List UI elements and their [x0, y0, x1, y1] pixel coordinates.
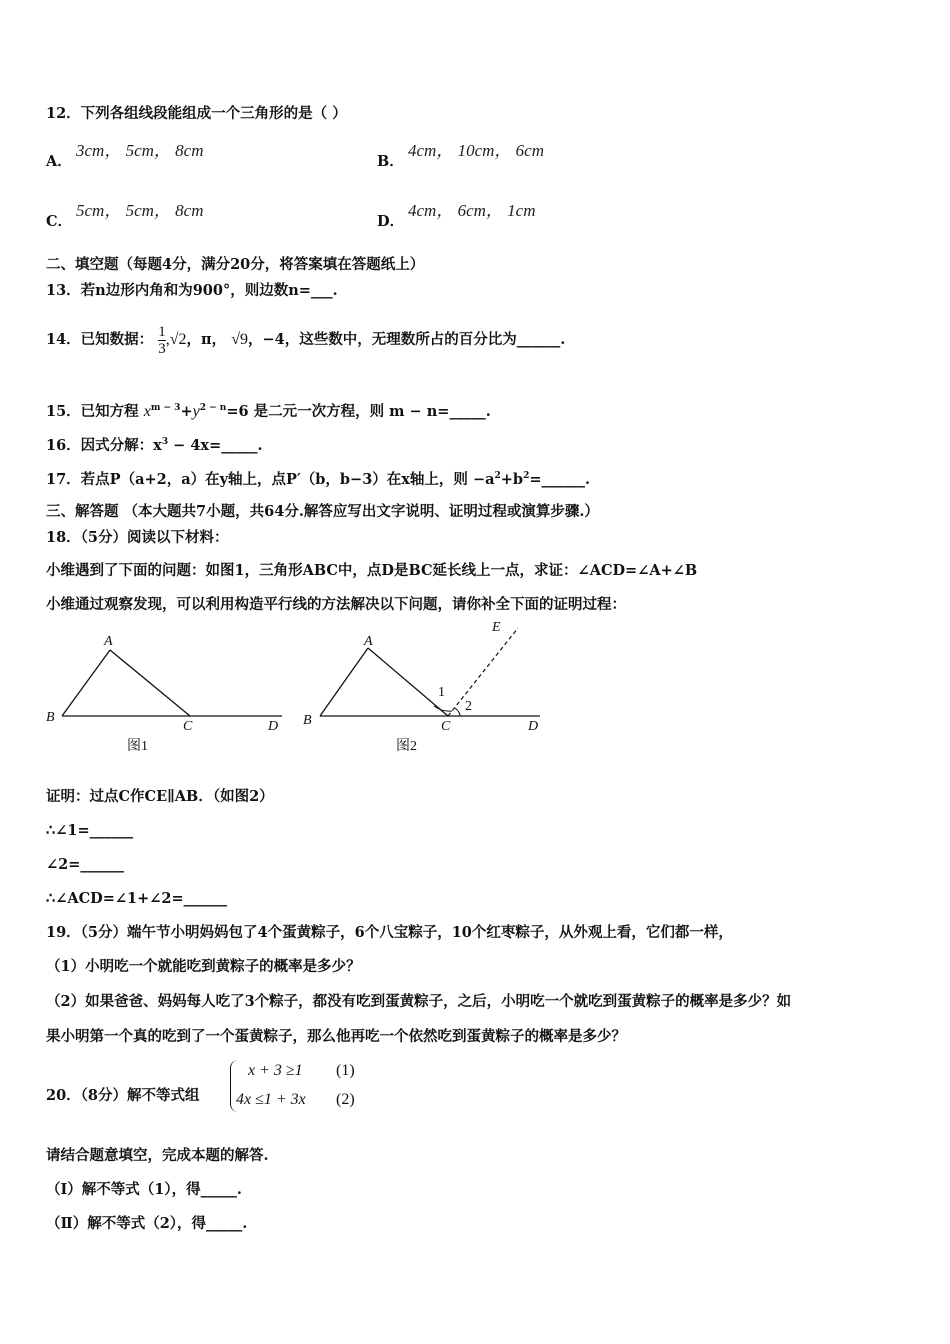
q12-option-a-values: 3cm， 5cm， 8cm	[76, 141, 204, 160]
fig2-label-c: C	[441, 719, 451, 734]
figure-2-diagram	[300, 620, 560, 760]
q18-step-2: ∠2=______	[46, 856, 124, 873]
q17: 17．若点P（a+2，a）在y轴上，点P′（b，b−3）在x轴上，则 $-a^2+b^2=\_\_\_\_\_\_$.	[46, 470, 591, 488]
q14: 14．已知数据： $\frac{1}{3}$ ,√2，π， √9，−4，这些数中，无理数所占的百分比为______.	[46, 323, 566, 357]
q18-stem: 18．（5分）阅读以下材料：	[46, 529, 229, 546]
q14-fraction: $\frac{1}{3}$	[158, 323, 166, 357]
section-3-heading: 三、解答题 （本大题共7小题，共64分.解答应写出文字说明、证明过程或演算步骤.）	[46, 503, 599, 520]
fig1-label-d: D	[268, 719, 279, 734]
q12-option-c-values: 5cm， 5cm， 8cm	[76, 201, 204, 220]
q19-part-2: （2）如果爸爸、妈妈每人吃了3个粽子，都没有吃到蛋黄粽子，之后，小明吃一个就吃到蛋黄粽子的概率是多少？如	[46, 993, 792, 1010]
fig2-side-ac	[368, 648, 448, 716]
q19-part-1: （1）小明吃一个就能吃到黄粽子的概率是多少？	[46, 958, 361, 975]
fig1-caption: 图1	[127, 739, 148, 754]
q12-option-a-label: A．	[46, 153, 72, 170]
section-2-heading: 二、填空题（每题4分，满分20分，将答案填在答题纸上）	[46, 256, 425, 273]
q12-option-c-label: C．	[46, 213, 73, 230]
fig2-angle-1-label: 1	[438, 685, 445, 700]
q18-step-1: ∴∠1=______	[46, 822, 134, 839]
q15: 15．已知方程 $x^{m - 3}+y^{2 - n}=6$ 是二元一次方程，则 m − n=_____.	[46, 402, 491, 420]
q20-stem: 20．（8分）解不等式组	[46, 1087, 200, 1104]
fig2-label-b: B	[303, 713, 312, 728]
fig2-line-ce	[448, 628, 518, 716]
fig2-side-ba	[320, 648, 368, 716]
q20-inequality-2: 4x ≤1 + 3x	[236, 1091, 306, 1108]
q20-inequality-2-tag: (2)	[336, 1091, 355, 1108]
q19-part-2-continued: 果小明第一个真的吃到了一个蛋黄粽子，那么他再吃一个依然吃到蛋黄粽子的概率是多少？	[46, 1028, 626, 1045]
q12-option-b-label: B．	[377, 153, 404, 170]
q18-paragraph-1: 小维遇到了下面的问题：如图1，三角形ABC中，点D是BC延长线上一点，求证：∠ACD=∠A+∠B	[46, 562, 698, 579]
q12-option-d-values: 4cm， 6cm， 1cm	[408, 201, 536, 220]
fig2-angle-2-arc	[455, 708, 460, 716]
q18-step-3: ∴∠ACD=∠1+∠2=______	[46, 890, 228, 907]
fig1-label-c: C	[183, 719, 193, 734]
fig1-label-a: A	[104, 634, 113, 649]
fig2-angle-2-label: 2	[465, 699, 472, 714]
fig1-label-b: B	[46, 710, 55, 725]
q12-stem: 12．下列各组线段能组成一个三角形的是（ ）	[46, 105, 347, 122]
q12-option-d-label: D．	[377, 213, 405, 230]
fig1-side-ac	[110, 650, 190, 716]
q18-paragraph-2: 小维通过观察发现，可以利用构造平行线的方法解决以下问题，请你补全下面的证明过程：	[46, 596, 626, 613]
figure-1-diagram	[40, 630, 300, 760]
q13: 13．若n边形内角和为900°，则边数n=___.	[46, 282, 338, 299]
q20-part-2: （Ⅱ）解不等式（2），得_____.	[46, 1215, 248, 1232]
q18-proof: 证明：过点C作CE∥AB．（如图2）	[46, 788, 274, 805]
q20-inequality-1: x + 3 ≥1	[248, 1062, 303, 1079]
fig1-side-ba	[62, 650, 110, 716]
q16: 16．因式分解：$x^3$ − 4x=_____.	[46, 436, 263, 454]
q19-stem: 19．（5分）端午节小明妈妈包了4个蛋黄粽子，6个八宝粽子，10个红枣粽子，从外观上看，它们都一样，	[46, 924, 733, 941]
fig2-label-a: A	[364, 634, 373, 649]
q12-option-b-values: 4cm， 10cm， 6cm	[408, 141, 544, 160]
q20-inequality-1-tag: (1)	[336, 1062, 355, 1079]
fig2-caption: 图2	[396, 739, 417, 754]
fig2-label-d: D	[528, 719, 539, 734]
q20-instruction: 请结合题意填空，完成本题的解答.	[46, 1147, 269, 1164]
fig2-label-e: E	[492, 620, 501, 635]
q20-part-1: （Ⅰ）解不等式（1），得_____.	[46, 1181, 242, 1198]
